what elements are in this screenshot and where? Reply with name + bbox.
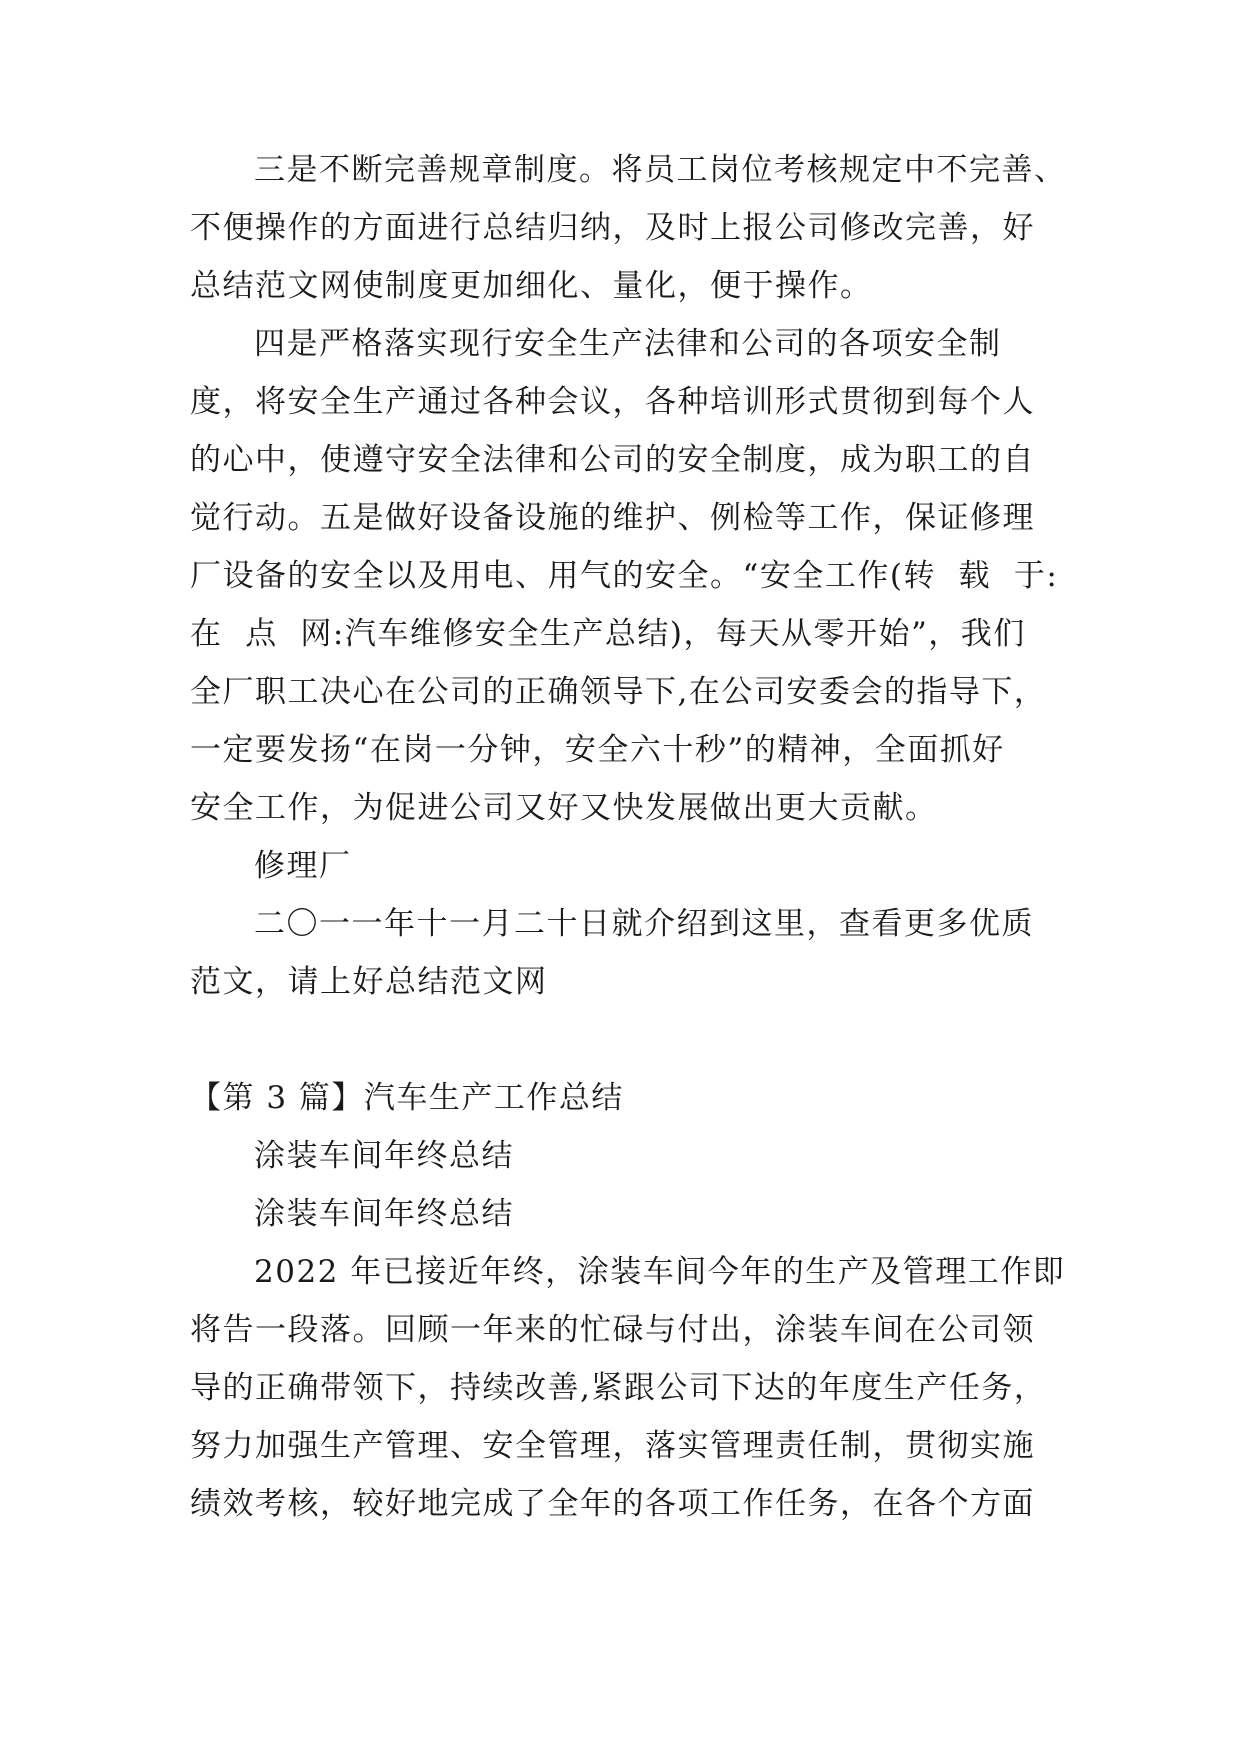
paragraph-line: 2022 年已接近年终，涂装车间今年的生产及管理工作即 xyxy=(254,1254,1066,1290)
paragraph-line: 的心中，使遵守安全法律和公司的安全制度，成为职工的自 xyxy=(190,442,1035,478)
paragraph-line: 将告一段落。回顾一年来的忙碌与付出，涂装车间在公司领 xyxy=(190,1312,1035,1348)
paragraph-line: 四是严格落实现行安全生产法律和公司的各项安全制 xyxy=(254,326,1002,362)
paragraph-line: 厂设备的安全以及用电、用气的安全。“安全工作(转 载 于: xyxy=(190,558,1059,594)
paragraph-line: 三是不断完善规章制度。将员工岗位考核规定中不完善、 xyxy=(254,152,1067,188)
signature-line: 修理厂 xyxy=(254,848,352,884)
section-heading: 【第 3 篇】汽车生产工作总结 xyxy=(190,1080,624,1116)
paragraph-line: 安全工作，为促进公司又好又快发展做出更大贡献。 xyxy=(190,790,938,826)
paragraph-line: 努力加强生产管理、安全管理，落实管理责任制，贯彻实施 xyxy=(190,1428,1035,1464)
paragraph-line: 总结范文网使制度更加细化、量化，便于操作。 xyxy=(190,268,873,304)
paragraph-line: 在 点 网:汽车维修安全生产总结)，每天从零开始”，我们 xyxy=(190,616,1026,652)
subheading: 涂装车间年终总结 xyxy=(254,1196,514,1232)
paragraph-line: 范文，请上好总结范文网 xyxy=(190,964,548,1000)
paragraph-line: 导的正确带领下，持续改善,紧跟公司下达的年度生产任务， xyxy=(190,1370,1047,1406)
subheading: 涂装车间年终总结 xyxy=(254,1138,514,1174)
date-line: 二〇一一年十一月二十日就介绍到这里，查看更多优质 xyxy=(254,906,1034,942)
paragraph-line: 绩效考核，较好地完成了全年的各项工作任务，在各个方面 xyxy=(190,1486,1035,1522)
paragraph-line: 全厂职工决心在公司的正确领导下,在公司安委会的指导下， xyxy=(190,674,1047,710)
paragraph-line: 不便操作的方面进行总结归纳，及时上报公司修改完善，好 xyxy=(190,210,1035,246)
paragraph-line: 觉行动。五是做好设备设施的维护、例检等工作，保证修理 xyxy=(190,500,1035,536)
paragraph-line: 度，将安全生产通过各种会议，各种培训形式贯彻到每个人 xyxy=(190,384,1035,420)
paragraph-line: 一定要发扬“在岗一分钟，安全六十秒”的精神，全面抓好 xyxy=(190,732,1005,768)
